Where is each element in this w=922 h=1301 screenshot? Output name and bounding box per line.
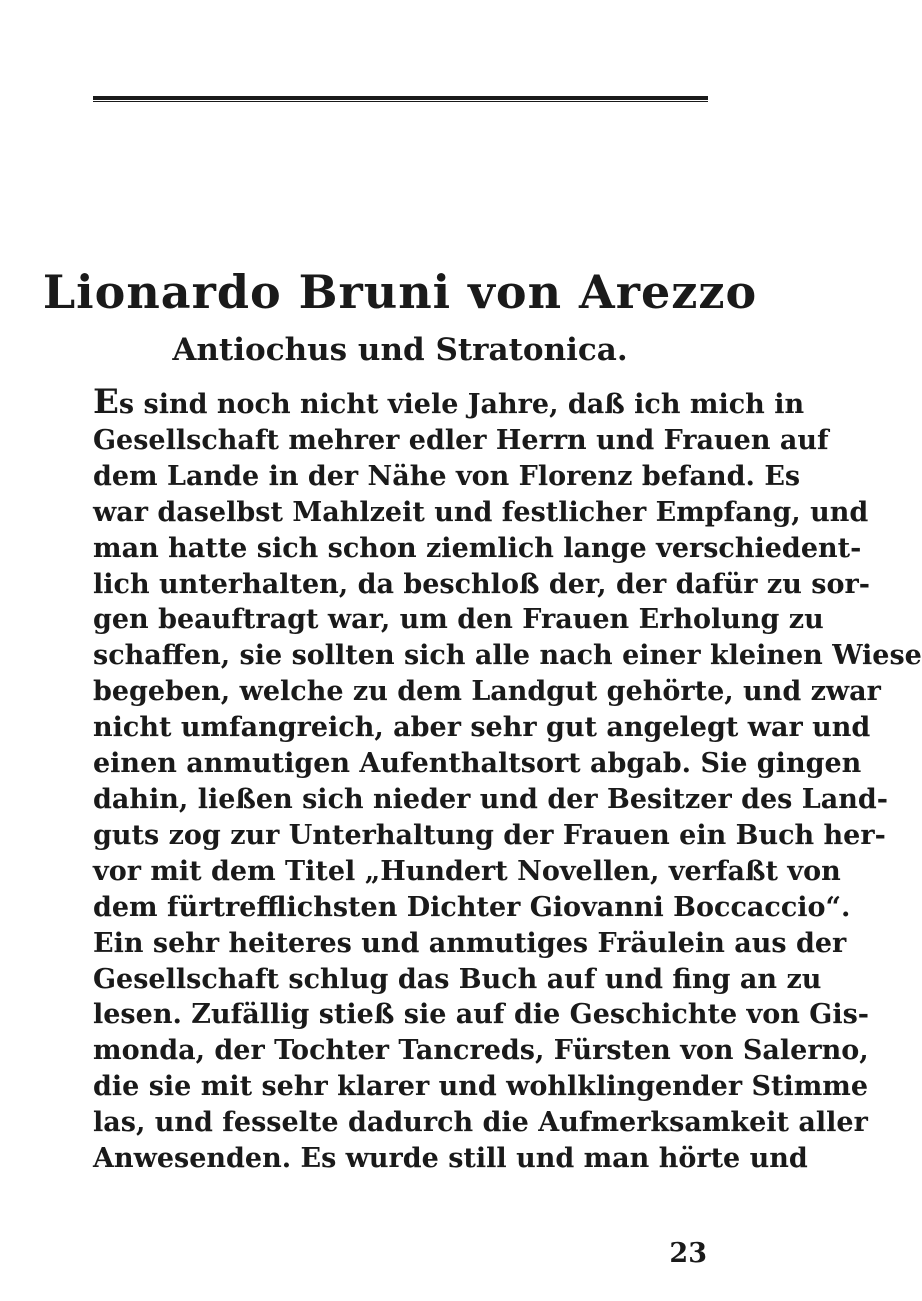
text-line: nicht umfangreich, aber sehr gut angelegt war und — [93, 712, 871, 744]
header-rule — [93, 96, 708, 100]
header-rule-thin — [93, 101, 708, 102]
first-line-text: s sind noch nicht viele Jahre, daß ich mich in — [118, 389, 805, 420]
body-text — [93, 382, 922, 1177]
text-line: begeben, welche zu dem Landgut gehörte, und zwar — [93, 676, 881, 708]
text-line: schaffen, sie sollten sich alle nach einer kleinen Wiese — [93, 640, 922, 672]
text-line-first — [93, 382, 805, 423]
text-line: war daselbst Mahlzeit und festlicher Empfang, und — [93, 496, 869, 528]
page-number: 23 — [669, 1238, 707, 1269]
text-line: dem fürtrefflichsten Dichter Giovanni Boccaccio“. — [93, 891, 851, 923]
story-subtitle: Antiochus und Stratonica. — [172, 332, 628, 368]
story-title: Lionardo Bruni von Arezzo — [42, 265, 758, 319]
text-line: dahin, ließen sich nieder und der Besitzer des Land- — [93, 783, 888, 815]
drop-capital: E — [93, 382, 119, 422]
text-line: Anwesenden. Es wurde still und man hörte und — [93, 1143, 808, 1175]
text-line: lich unterhalten, da beschloß der, der dafür zu sor- — [93, 568, 870, 600]
text-line: lesen. Zufällig stieß sie auf die Geschichte von Gis- — [93, 999, 869, 1031]
text-line: einen anmutigen Aufenthaltsort abgab. Sie gingen — [93, 748, 862, 780]
text-line: las, und fesselte dadurch die Aufmerksamkeit aller — [93, 1107, 868, 1139]
text-line: man hatte sich schon ziemlich lange verschiedent- — [93, 532, 862, 564]
text-line: guts zog zur Unterhaltung der Frauen ein Buch her- — [93, 819, 886, 851]
text-line: gen beauftragt war, um den Frauen Erholung zu — [93, 604, 824, 636]
text-line: vor mit dem Titel „Hundert Novellen, verfaßt von — [93, 855, 841, 887]
text-line: Ein sehr heiteres und anmutiges Fräulein aus der — [93, 927, 847, 959]
text-line: monda, der Tochter Tancreds, Fürsten von Salerno, — [93, 1035, 869, 1067]
text-line: die sie mit sehr klarer und wohlklingender Stimme — [93, 1071, 869, 1103]
text-line: dem Lande in der Nähe von Florenz befand. Es — [93, 460, 801, 492]
text-line: Gesellschaft mehrer edler Herrn und Frauen auf — [93, 424, 829, 456]
text-line: Gesellschaft schlug das Buch auf und fing an zu — [93, 963, 822, 995]
